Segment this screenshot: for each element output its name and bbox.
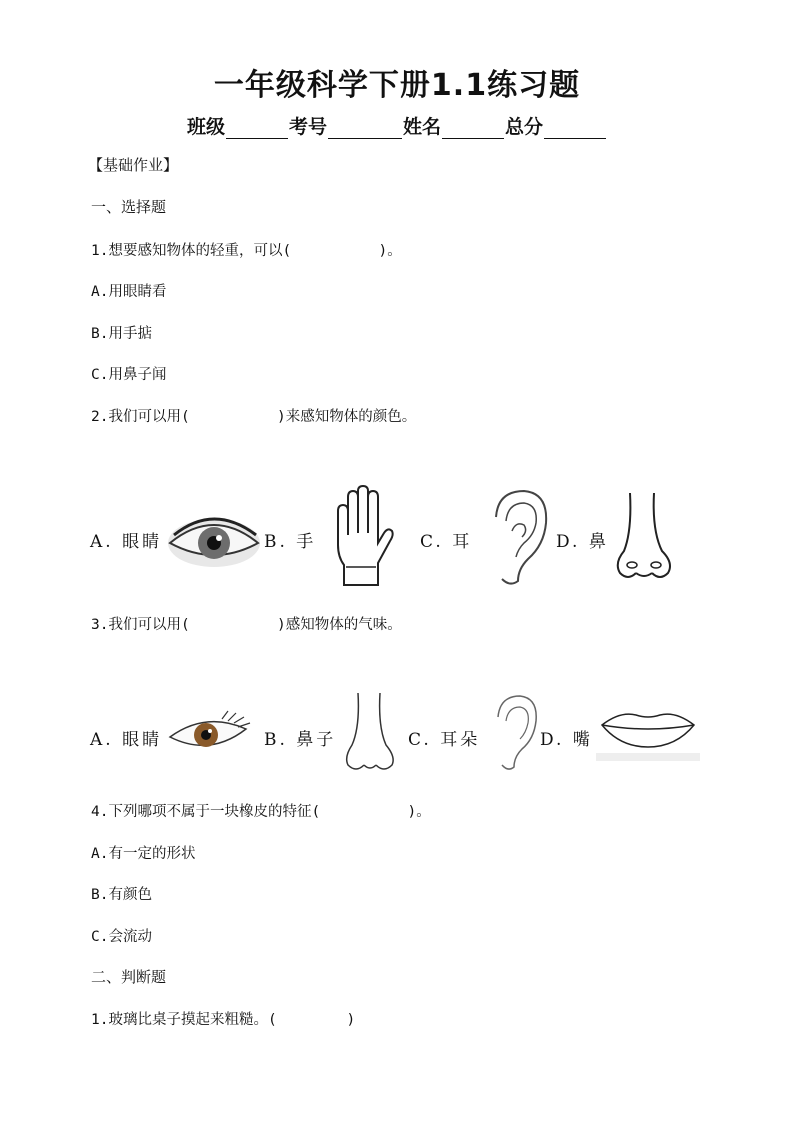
class-blank	[226, 118, 288, 139]
score-label: 总分	[505, 116, 544, 138]
student-info-line	[0, 112, 794, 139]
nose-icon	[342, 691, 398, 775]
q2-option-b-label: B. 手	[264, 532, 317, 552]
judge-1-stem: 1.玻璃比桌子摸起来粗糙。( )	[91, 1012, 356, 1028]
q3-option-a-label: A. 眼睛	[90, 730, 163, 750]
ear-icon	[492, 693, 542, 773]
question-1-option-c: C.用鼻子闻	[91, 367, 167, 383]
question-1-option-b: B.用手掂	[91, 326, 152, 342]
class-label: 班级	[186, 116, 225, 138]
ear-icon	[488, 487, 552, 587]
q3-option-b-label: B. 鼻子	[264, 730, 337, 750]
question-2-options	[88, 485, 728, 595]
hand-icon	[324, 485, 396, 589]
section-judge-heading: 二、判断题	[91, 968, 167, 986]
question-2-stem: 2.我们可以用( )来感知物体的颜色。	[91, 409, 417, 425]
exam-no-label: 考号	[288, 116, 327, 138]
question-4-option-b: B.有颜色	[91, 887, 152, 903]
name-blank	[442, 118, 504, 139]
question-1-stem: 1.想要感知物体的轻重，可以( )。	[91, 243, 402, 259]
q2-option-c-label: C. 耳	[420, 532, 473, 552]
question-3-stem: 3.我们可以用( )感知物体的气味。	[91, 617, 402, 633]
exam-no-blank	[328, 118, 402, 139]
name-label: 姓名	[403, 116, 442, 138]
section-choice-heading: 一、选择题	[91, 198, 167, 216]
q2-option-d-label: D. 鼻	[556, 532, 609, 552]
eye-icon	[166, 707, 252, 757]
lips-icon	[596, 703, 700, 765]
eye-icon	[166, 505, 262, 575]
question-4-stem: 4.下列哪项不属于一块橡皮的特征( )。	[91, 804, 431, 820]
question-1-option-a: A.用眼睛看	[91, 284, 167, 300]
score-blank	[544, 118, 606, 139]
nose-icon	[612, 491, 676, 583]
q3-option-c-label: C. 耳朵	[408, 730, 481, 750]
question-3-options	[88, 685, 728, 795]
question-4-option-c: C.会流动	[91, 929, 152, 945]
page-title: 一年级科学下册1.1练习题	[213, 68, 581, 103]
section-basic-heading: 【基础作业】	[88, 156, 179, 174]
question-4-option-a: A.有一定的形状	[91, 846, 196, 862]
q3-option-d-label: D. 嘴	[540, 730, 593, 750]
q2-option-a-label: A. 眼睛	[90, 532, 163, 552]
